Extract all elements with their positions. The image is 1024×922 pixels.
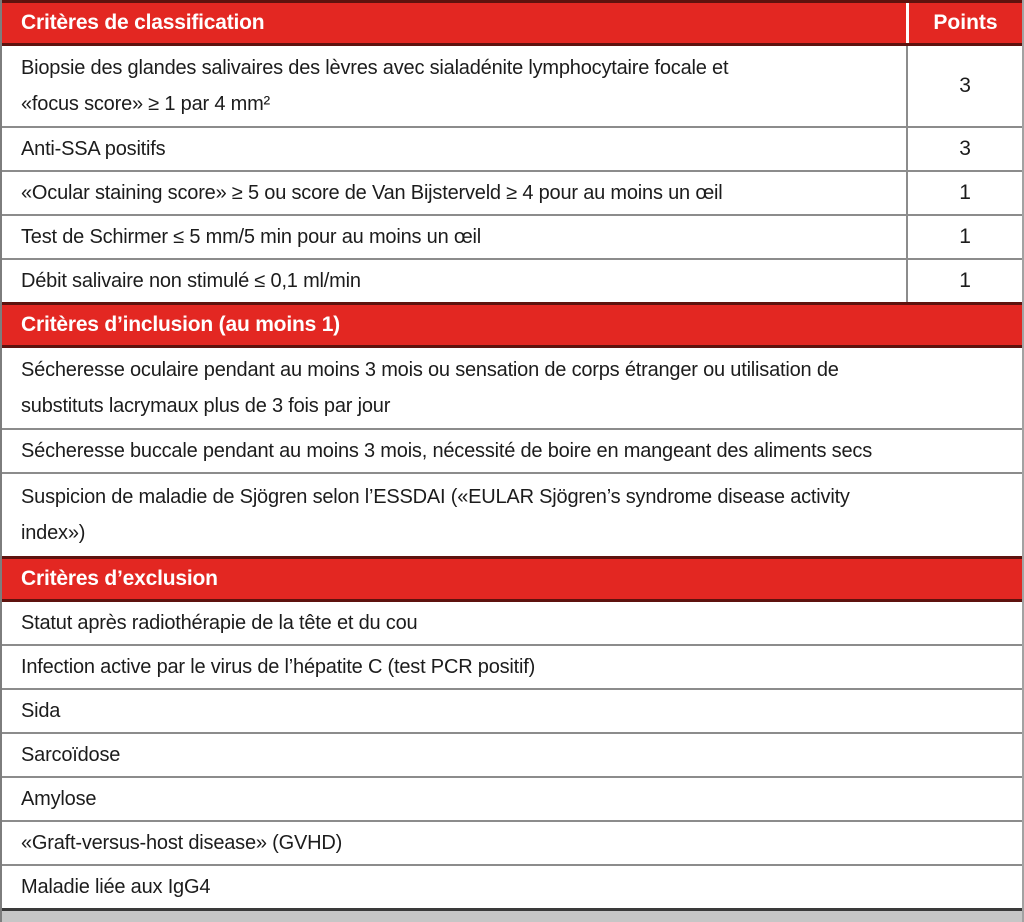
criterion-text: Sécheresse buccale pendant au moins 3 mois, nécessité de boire en mangeant des aliments secs [21, 440, 872, 462]
table-row [2, 430, 1022, 474]
criterion-text: Infection active par le virus de l’hépatite C (test PCR positif) [21, 656, 536, 678]
points-value: 1 [906, 172, 1022, 214]
table-row [2, 646, 1022, 690]
criterion-text: Sida [21, 700, 61, 722]
criterion-text: Anti-SSA positifs [21, 138, 166, 160]
table-row [2, 822, 1022, 866]
criterion-text: Test de Schirmer ≤ 5 mm/5 min pour au moins un œil [21, 226, 482, 248]
points-value: 3 [906, 46, 1022, 126]
table-row [2, 46, 1022, 128]
table-bottom-edge [2, 908, 1022, 922]
table-row [2, 474, 1022, 556]
table-row [2, 348, 1022, 430]
criterion-text: Statut après radiothérapie de la tête et du cou [21, 612, 418, 634]
points-value: 3 [906, 128, 1022, 170]
criterion-text: «Graft-versus-host disease» (GVHD) [21, 832, 343, 854]
classification-header-band [2, 0, 1022, 46]
table-row [2, 778, 1022, 822]
points-value: 1 [906, 260, 1022, 302]
criterion-text: Amylose [21, 788, 97, 810]
table-row [2, 128, 1022, 172]
criterion-text: Maladie liée aux IgG4 [21, 876, 211, 898]
table-row [2, 260, 1022, 302]
table-row [2, 734, 1022, 778]
inclusion-header-band [2, 302, 1022, 348]
points-column-header: Points [906, 3, 1022, 43]
table-row [2, 172, 1022, 216]
exclusion-header-band [2, 556, 1022, 602]
exclusion-header-title: Critères d’exclusion [21, 567, 218, 590]
table-row [2, 602, 1022, 646]
table-row [2, 690, 1022, 734]
criterion-text: «Ocular staining score» ≥ 5 ou score de Van Bijsterveld ≥ 4 pour au moins un œil [21, 182, 723, 204]
criterion-text: Sécheresse oculaire pendant au moins 3 mois ou sensation de corps étranger ou utilisation de substituts lacrymaux plus de 3 fois par jour [21, 359, 839, 417]
points-value: 1 [906, 216, 1022, 258]
criterion-text: Suspicion de maladie de Sjögren selon l’ESSDAI («EULAR Sjögren’s syndrome disease activity index») [21, 486, 850, 544]
inclusion-header-title: Critères d’inclusion (au moins 1) [21, 313, 340, 336]
criterion-text: Biopsie des glandes salivaires des lèvres avec sialadénite lymphocytaire focale et «focus score» ≥ 1 par 4 mm² [21, 57, 729, 115]
table-row [2, 866, 1022, 908]
criterion-text: Sarcoïdose [21, 744, 121, 766]
criterion-text: Débit salivaire non stimulé ≤ 0,1 ml/min [21, 270, 361, 292]
table-row [2, 216, 1022, 260]
classification-header-title: Critères de classification [21, 11, 265, 34]
